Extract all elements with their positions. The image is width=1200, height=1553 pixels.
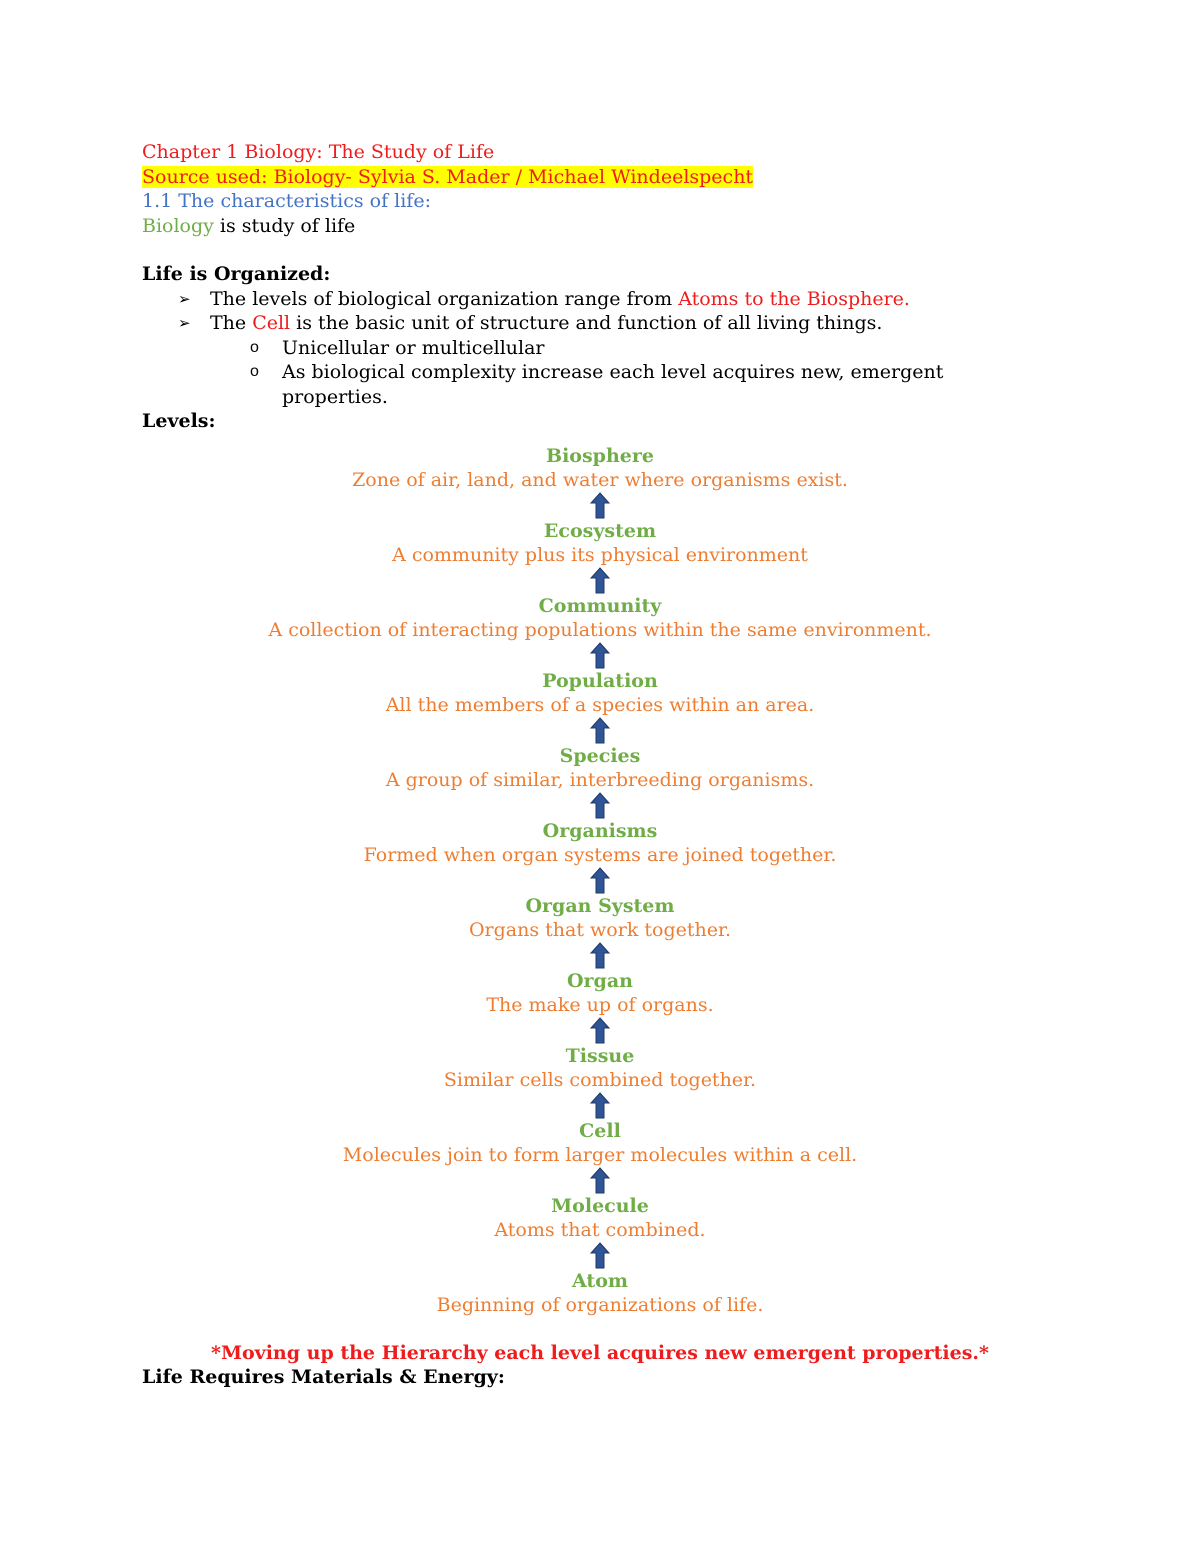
up-arrow-icon: [142, 642, 1058, 669]
bullet-text: The: [210, 312, 253, 334]
definition-term: Biology: [142, 214, 214, 237]
up-arrow-icon: [142, 942, 1058, 969]
sub-bullet-text: Unicellular or multicellular: [282, 336, 545, 359]
section-heading: 1.1 The characteristics of life:: [142, 190, 431, 212]
level-name: Ecosystem: [543, 519, 657, 542]
level-description: Formed when organ systems are joined together.: [363, 843, 837, 866]
level-name: Organisms: [542, 819, 658, 842]
bullet-highlight: Atoms to the Biosphere.: [678, 287, 910, 310]
bullet-text: The levels of biological organization range from: [210, 287, 679, 310]
level-name: Species: [559, 744, 641, 767]
level-name: Community: [538, 594, 662, 617]
organization-bullets: [142, 287, 1042, 410]
up-arrow-icon: [142, 1242, 1058, 1269]
level-name: Atom: [572, 1269, 628, 1292]
up-arrow-icon: [142, 867, 1058, 894]
circle-bullet-icon: o: [250, 363, 259, 380]
up-arrow-icon: [142, 492, 1058, 519]
document-page: [142, 140, 1042, 1390]
sub-bullets: [210, 336, 1042, 410]
level-name: Biosphere: [546, 444, 654, 467]
level-description: Zone of air, land, and water where organisms exist.: [352, 468, 848, 491]
bullet-cell: [178, 311, 1042, 409]
level-description: A collection of interacting populations within the same environment.: [268, 618, 932, 641]
levels-hierarchy: [142, 444, 1058, 1317]
up-arrow-icon: [142, 1017, 1058, 1044]
chapter-title: Chapter 1 Biology: The Study of Life: [142, 141, 495, 163]
level-name: Organ: [567, 969, 633, 992]
up-arrow-icon: [142, 567, 1058, 594]
hierarchy-note: *Moving up the Hierarchy each level acquires new emergent properties.*: [211, 1341, 989, 1364]
up-arrow-icon: [142, 1092, 1058, 1119]
level-name: Tissue: [565, 1044, 635, 1067]
source-citation: Source used: Biology- Sylvia S. Mader / Michael Windeelspecht: [142, 165, 754, 188]
organized-heading: Life is Organized:: [142, 263, 331, 285]
arrowhead-bullet-icon: ➢: [178, 314, 191, 332]
sub-bullet: [250, 336, 1002, 361]
level-description: Beginning of organizations of life.: [436, 1293, 764, 1316]
next-section-heading: Life Requires Materials & Energy:: [142, 1366, 505, 1388]
up-arrow-icon: [142, 792, 1058, 819]
definition-text: is study of life: [213, 214, 356, 237]
level-description: A group of similar, interbreeding organisms.: [385, 768, 815, 791]
bullet-highlight: Cell: [252, 312, 291, 334]
level-description: Molecules join to form larger molecules within a cell.: [342, 1143, 858, 1166]
bullet-text: is the basic unit of structure and function of all living things.: [290, 312, 883, 334]
circle-bullet-icon: o: [250, 338, 259, 356]
level-description: Atoms that combined.: [494, 1218, 706, 1241]
level-name: Organ System: [525, 894, 675, 917]
levels-heading: Levels:: [142, 410, 216, 432]
sub-bullet: [250, 360, 1002, 409]
level-description: A community plus its physical environment: [392, 543, 808, 566]
level-description: The make up of organs.: [486, 993, 714, 1016]
level-name: Cell: [579, 1119, 621, 1142]
level-description: Organs that work together.: [468, 918, 732, 941]
up-arrow-icon: [142, 717, 1058, 744]
level-description: Similar cells combined together.: [443, 1068, 757, 1091]
level-name: Molecule: [551, 1194, 649, 1217]
arrowhead-bullet-icon: ➢: [178, 289, 191, 308]
biology-definition: [142, 214, 1042, 239]
level-name: Population: [542, 669, 658, 692]
level-description: All the members of a species within an area.: [385, 693, 815, 716]
bullet-levels: [178, 287, 1042, 312]
up-arrow-icon: [142, 1167, 1058, 1194]
sub-bullet-text: As biological complexity increase each level acquires new, emergent properties.: [282, 361, 944, 408]
